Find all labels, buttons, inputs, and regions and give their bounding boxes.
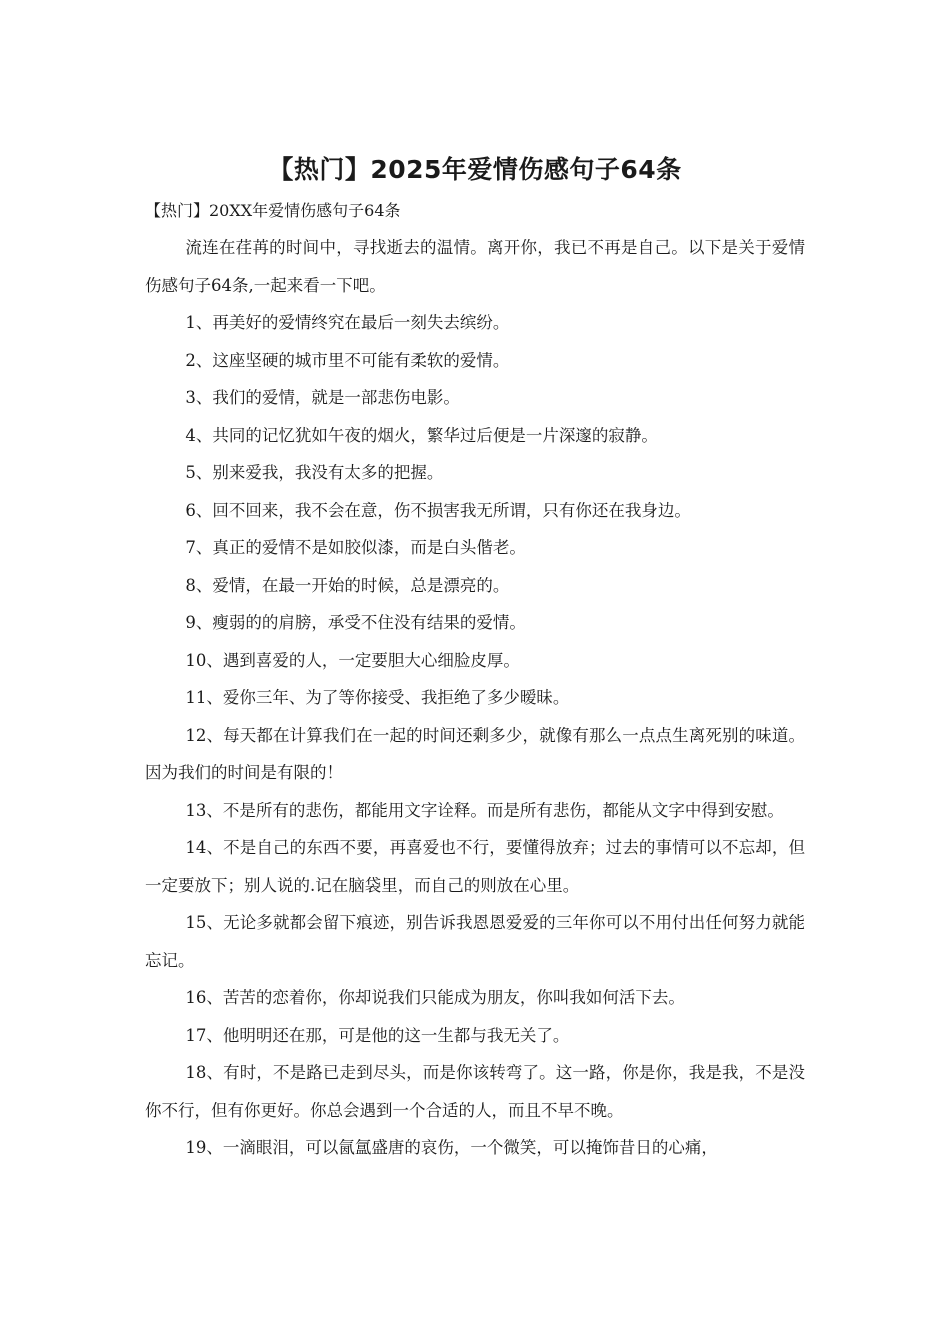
sentence-item: 17、他明明还在那，可是他的这一生都与我无关了。 bbox=[185, 1025, 570, 1045]
sentence-item: 14、不是自己的东西不要，再喜爱也不行，要懂得放弃；过去的事情可以不忘却，但一定要放下；别人说的.记在脑袋里，而自己的则放在心里。 bbox=[145, 838, 805, 895]
sentence-item: 19、一滴眼泪，可以氤氲盛唐的哀伤，一个微笑，可以掩饰昔日的心痛， bbox=[185, 1138, 718, 1157]
page-title: 【热门】2025年爱情伤感句子64条 bbox=[268, 155, 682, 184]
sentence-item: 11、爱你三年、为了等你接受、我拒绝了多少暧昧。 bbox=[185, 688, 570, 707]
sentence-item: 9、瘦弱的的肩膀，承受不住没有结果的爱情。 bbox=[185, 613, 526, 632]
sentence-item: 2、这座坚硬的城市里不可能有柔软的爱情。 bbox=[185, 350, 510, 370]
sentence-item: 7、真正的爱情不是如胶似漆，而是白头偕老。 bbox=[185, 538, 526, 557]
intro-paragraph: 流连在荏苒的时间中，寻找逝去的温情。离开你，我已不再是自己。以下是关于爱情伤感句子64条,一起来看一下吧。 bbox=[145, 238, 805, 295]
sentence-item: 10、遇到喜爱的人，一定要胆大心细脸皮厚。 bbox=[185, 650, 520, 670]
sentence-item: 13、不是所有的悲伤，都能用文字诠释。而是所有悲伤，都能从文字中得到安慰。 bbox=[185, 800, 784, 820]
sentence-item: 12、每天都在计算我们在一起的时间还剩多少，就像有那么一点点生离死别的味道。因为我们的时间是有限的！ bbox=[145, 725, 805, 782]
sentence-item: 4、共同的记忆犹如午夜的烟火，繁华过后便是一片深邃的寂静。 bbox=[185, 425, 658, 445]
document-subtitle: 【热门】20XX年爱情伤感句子64条 bbox=[145, 201, 401, 220]
sentence-item: 6、回不回来，我不会在意，伤不损害我无所谓，只有你还在我身边。 bbox=[185, 500, 691, 520]
sentence-item: 18、有时，不是路已走到尽头，而是你该转弯了。这一路，你是你，我是我，不是没你不行，但有你更好。你总会遇到一个合适的人，而且不早不晚。 bbox=[145, 1063, 805, 1120]
sentence-item: 16、苦苦的恋着你，你却说我们只能成为朋友，你叫我如何活下去。 bbox=[185, 988, 685, 1007]
sentence-item: 3、我们的爱情，就是一部悲伤电影。 bbox=[185, 388, 460, 407]
sentence-item: 15、无论多就都会留下痕迹，别告诉我恩恩爱爱的三年你可以不用付出任何努力就能忘记。 bbox=[145, 913, 805, 970]
sentence-item: 1、再美好的爱情终究在最后一刻失去缤纷。 bbox=[185, 313, 510, 332]
sentence-item: 5、别来爱我，我没有太多的把握。 bbox=[185, 463, 444, 482]
sentence-item: 8、爱情，在最一开始的时候，总是漂亮的。 bbox=[185, 575, 510, 595]
